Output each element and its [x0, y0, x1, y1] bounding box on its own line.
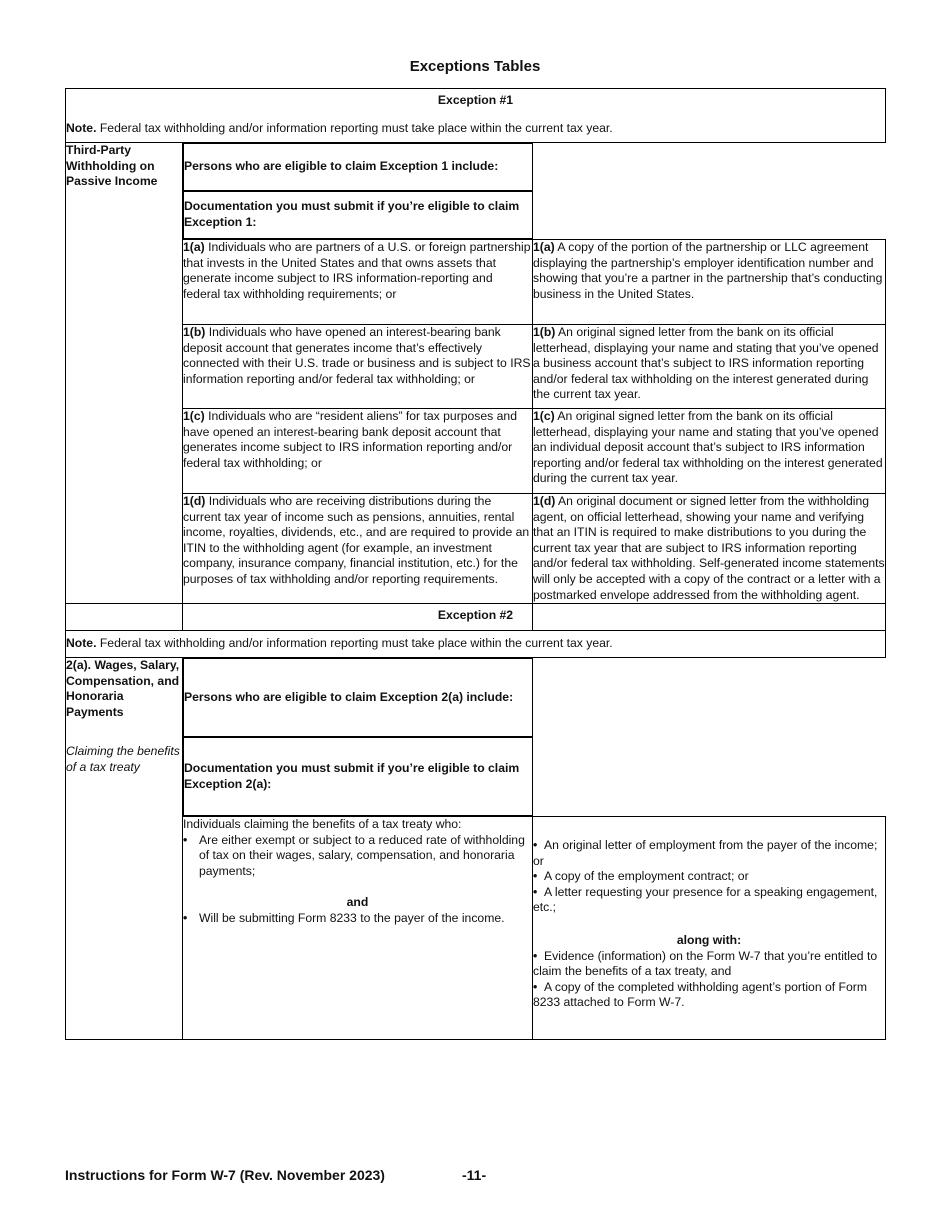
exception-1-header [66, 89, 886, 143]
docs-cell [533, 409, 886, 494]
row-text: An original signed letter from the bank on its official letterhead, displaying your name and stating that you’ve opened an individual deposit account that’s subject to IRS information reporting and/or federal tax withholding on the interest generated during the current tax year. [533, 409, 883, 486]
row-label: 1(c) [183, 409, 205, 423]
bullet-item [533, 869, 885, 885]
footer-page-number: -11- [462, 1167, 487, 1183]
table-row [66, 409, 886, 494]
persons-header-text: Persons who are eligible to claim Exception 2(a) include: [184, 689, 514, 704]
persons-header-text: Persons who are eligible to claim Exception 1 include: [184, 159, 499, 174]
row-label: 1(c) [533, 409, 555, 423]
row-text: A copy of the portion of the partnership or LLC agreement displaying the partnership’s employer identification number and showing that you’re a partner in the partnership that’s conducting business in the United States. [533, 240, 883, 301]
note-label: Note. [66, 121, 97, 135]
along-with-label: along with: [676, 932, 742, 947]
docs-column-header [183, 191, 533, 239]
exception-2-category [66, 658, 183, 1040]
bullet-item [183, 911, 532, 927]
bullet-icon: • [533, 838, 545, 852]
row-label: 1(a) [183, 240, 205, 254]
exception-2-header [66, 604, 886, 658]
bullet-icon: • [183, 832, 188, 847]
category-label: 2(a). Wages, Salary, Compensation, and Honoraria Payments [66, 658, 180, 719]
docs-cell [533, 325, 886, 409]
page-title: Exceptions Tables [409, 58, 541, 75]
bullet-icon: • [533, 884, 545, 899]
row-label: 1(b) [183, 325, 206, 339]
persons-column-header [183, 658, 533, 737]
and-label: and [346, 895, 369, 910]
bullet-item [533, 885, 885, 916]
row-text: Individuals who have opened an interest-bearing bank deposit account that generates income that’s effectively connected with their U.S. trade or business and is subject to IRS information reporting and/or federal tax withholding; or [183, 325, 531, 386]
row-label: 1(d) [183, 494, 206, 508]
bullet-icon: • [183, 910, 188, 925]
docs-cell [533, 240, 886, 325]
persons-cell [183, 325, 533, 409]
persons-cell [183, 409, 533, 494]
note-text: Federal tax withholding and/or information reporting must take place within the current tax year. [96, 121, 613, 135]
table-row [66, 240, 886, 325]
note-label: Note. [66, 636, 97, 650]
bullet-text: An original letter of employment from the payer of the income; or [533, 838, 878, 868]
persons-cell [183, 817, 533, 1040]
row-text: An original signed letter from the bank on its official letterhead, displaying your name and stating that you’ve opened a business account that’s subject to IRS information reporting and/or federal tax withholding on the interest generated during the current tax year. [533, 325, 879, 402]
row-text: Individuals who are “resident aliens” for tax purposes and have opened an interest-bearing bank deposit account that generates income subject to IRS information reporting and/or federal tax withholding; or [183, 409, 517, 470]
bullet-text: A copy of the employment contract; or [544, 869, 749, 884]
note-text: Federal tax withholding and/or information reporting must take place within the current tax year. [96, 636, 613, 650]
bullet-text: Will be submitting Form 8233 to the payer of the income. [199, 910, 505, 925]
bullet-text: Evidence (information) on the Form W-7 that you’re entitled to claim the benefits of a tax treaty, and [533, 948, 878, 979]
docs-header-text: Documentation you must submit if you’re eligible to claim Exception 1: [184, 199, 520, 229]
persons-intro: Individuals claiming the benefits of a tax treaty who: [183, 817, 462, 831]
bullet-icon: • [533, 948, 545, 963]
category-subtitle: Claiming the benefits of a tax treaty [66, 744, 180, 774]
table-row [66, 325, 886, 409]
bullet-text: A copy of the completed withholding agent’s portion of Form 8233 attached to Form W-7. [533, 979, 867, 1010]
row-text: An original document or signed letter from the withholding agent, on official letterhead, showing your name and verifying that an ITIN is required to make distributions to you during the current tax year that are subject to IRS information reporting and/or federal tax withholding. Self-generated income statements will only be accepted with a copy of the contract or a letter with a postmarked envelope addressed from the withholding agent. [533, 494, 885, 602]
footer-form-title: Instructions for Form W-7 (Rev. November 2023) [65, 1167, 385, 1183]
row-text: Individuals who are receiving distributions during the current tax year of income such as pensions, annuities, rental income, royalties, dividends, etc., and are required to provide an ITIN to the withholding agent (for example, an investment company, insurance company, financial institution, etc.) for the purposes of tax withholding and/or reporting requirements. [183, 494, 530, 586]
bullet-text: Are either exempt or subject to a reduced rate of withholding of tax on their wages, salary, compensation, and honoraria payments; [199, 832, 525, 878]
docs-column-header [183, 737, 533, 816]
docs-header-text: Documentation you must submit if you’re eligible to claim Exception 2(a): [184, 760, 520, 791]
persons-column-header [183, 143, 533, 191]
exception-2-table [65, 603, 886, 1040]
bullet-item [533, 838, 885, 869]
bullet-icon: • [533, 979, 545, 994]
table-row [66, 817, 886, 1040]
row-label: 1(a) [533, 240, 555, 254]
exception-1-table [65, 88, 886, 631]
row-label: 1(d) [533, 494, 556, 508]
exception-1-title: Exception #1 [437, 93, 514, 107]
exception-2-title: Exception #2 [437, 608, 514, 622]
bullet-item [533, 980, 885, 1011]
bullet-icon: • [533, 869, 545, 884]
exception-1-note [66, 121, 885, 139]
bullet-item [533, 949, 885, 980]
docs-cell [533, 817, 886, 1040]
bullet-item [183, 833, 532, 880]
bullet-text: A letter requesting your presence for a speaking engagement, etc.; [533, 884, 878, 915]
category-label: Third-Party Withholding on Passive Income [66, 143, 158, 189]
row-label: 1(b) [533, 325, 556, 339]
row-text: Individuals who are partners of a U.S. or foreign partnership that invests in the United States and that owns assets that generate income subject to IRS information-reporting and federal tax withholding requirements; or [183, 240, 531, 301]
exception-2-note [66, 636, 885, 654]
persons-cell [183, 240, 533, 325]
exception-1-category [66, 143, 183, 631]
